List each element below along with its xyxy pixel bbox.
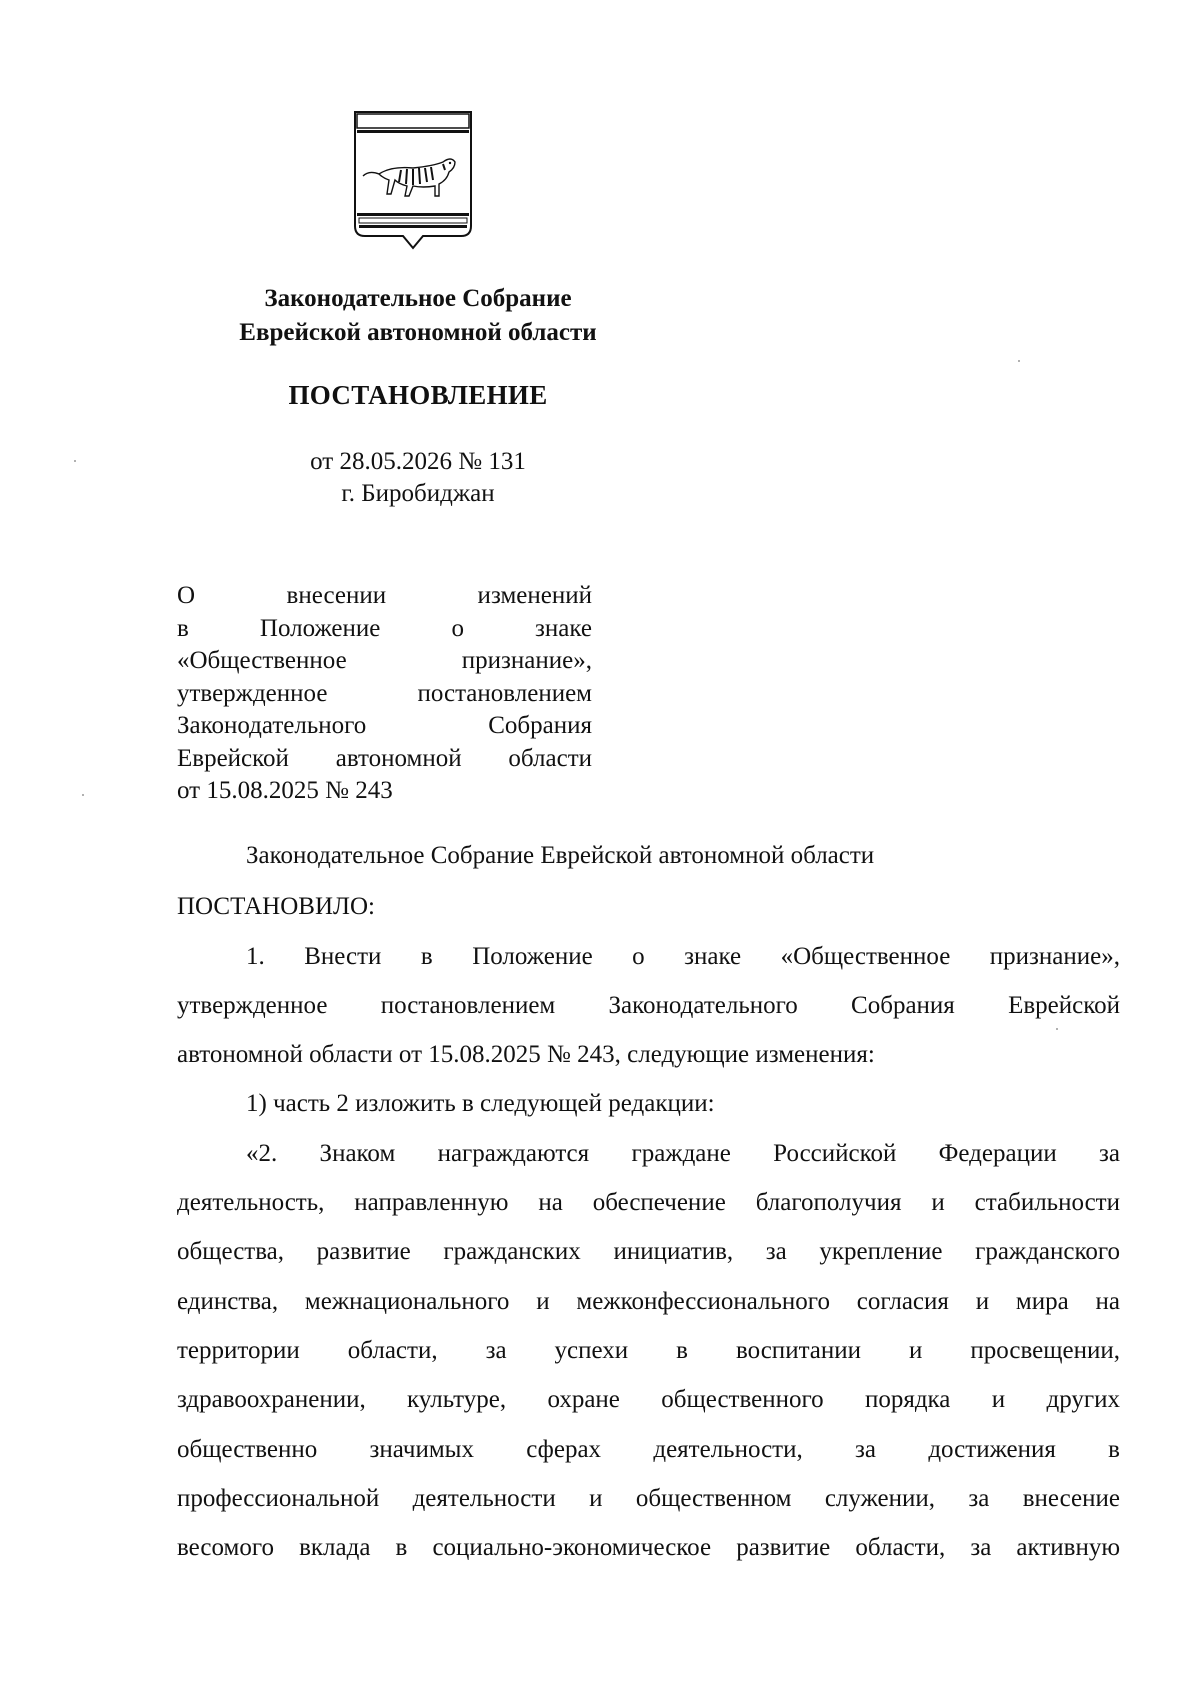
scan-speck xyxy=(1056,1028,1058,1030)
subject-line: О внесении изменений xyxy=(177,582,592,609)
subject-line: от 15.08.2025 № 243 xyxy=(177,777,393,804)
body-line: профессиональной деятельности и общественном служении, за внесение xyxy=(177,1485,1120,1512)
body-line: территории области, за успехи в воспитании и просвещении, xyxy=(177,1337,1120,1364)
scan-speck xyxy=(74,460,76,462)
document-date-number: от 28.05.2026 № 131 xyxy=(310,448,526,475)
document-city: г. Биробиджан xyxy=(341,480,495,507)
body-line: «2. Знаком награждаются граждане Российской Федерации за xyxy=(246,1140,1120,1167)
document-body xyxy=(177,0,1120,1694)
organization-title-line-1: Законодательное Собрание xyxy=(264,285,572,312)
document-type: ПОСТАНОВЛЕНИЕ xyxy=(288,380,548,410)
body-line: автономной области от 15.08.2025 № 243, следующие изменения: xyxy=(177,1041,875,1068)
body-line: 1) часть 2 изложить в следующей редакции: xyxy=(246,1090,715,1117)
body-line: весомого вклада в социально-экономическое развитие области, за активную xyxy=(177,1534,1120,1561)
subject-line: утвержденное постановлением xyxy=(177,679,592,707)
body-line: утвержденное постановлением Законодательного Собрания Еврейской xyxy=(177,992,1120,1019)
scan-speck xyxy=(82,794,84,796)
body-preamble: Законодательное Собрание Еврейской автономной области xyxy=(246,842,875,869)
body-line: общества, развитие гражданских инициатив, за укрепление гражданского xyxy=(177,1238,1120,1265)
subject-line: Законодательного Собрания xyxy=(177,712,592,739)
scan-speck xyxy=(1018,360,1020,362)
body-line: здравоохранении, культуре, охране общественного порядка и других xyxy=(177,1386,1120,1413)
body-line: единства, межнационального и межконфессионального согласия и мира на xyxy=(177,1288,1120,1315)
body-line: 1. Внести в Положение о знаке «Общественное признание», xyxy=(246,943,1120,970)
body-line: общественно значимых сферах деятельности, за достижения в xyxy=(177,1436,1120,1463)
subject-line: в Положение о знаке xyxy=(177,614,592,642)
subject-line: Еврейской автономной области xyxy=(177,744,592,772)
body-decided: ПОСТАНОВИЛО: xyxy=(177,893,375,920)
subject-line: «Общественное признание», xyxy=(177,647,592,674)
body-line: деятельность, направленную на обеспечение благополучия и стабильности xyxy=(177,1189,1120,1216)
organization-title-line-2: Еврейской автономной области xyxy=(239,319,597,346)
